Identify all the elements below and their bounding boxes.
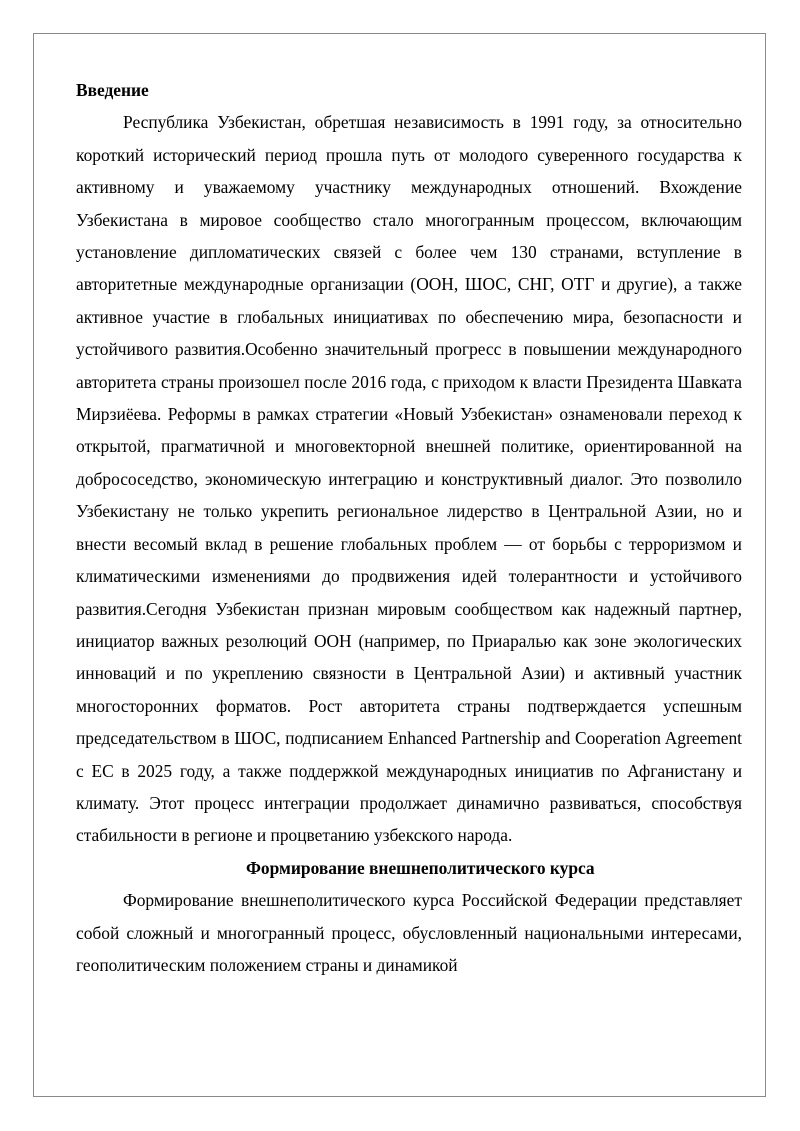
section-heading-introduction: Введение (76, 80, 149, 100)
section-heading-foreign-policy: Формирование внешнеполитического курса (246, 857, 595, 878)
paragraph-foreign-policy: Формирование внешнеполитического курса Российской Федерации представляет собой сложный и многогранный процесс, обусловленный национальными интересами, геополитическим положением страны и динамикой (76, 890, 742, 975)
paragraph-introduction: Республика Узбекистан, обретшая независимость в 1991 году, за относительно короткий исторический период прошла путь от молодого суверенного государства к активному и уважаемому участнику международных отношений. Вхождение Узбекистана в мировое сообщество стало многогранным процессом, включающим установление дипломатических связей с более чем 130 странами, вступление в авторитетные международные организации (ООН, ШОС, СНГ, ОТГ и другие), а также активное участие в глобальных инициативах по обеспечению мира, безопасности и устойчивого развития.Особенно значительный прогресс в повышении международного авторитета страны произошел после 2016 года, с приходом к власти Президента Шавката Мирзиёева. Реформы в рамках стратегии «Новый Узбекистан» ознаменовали переход к открытой, прагматичной и многовекторной внешней политике, ориентированной на добрососедство, экономическую интеграцию и конструктивный диалог. Это позволило Узбекистану не только укрепить региональное лидерство в Центральной Азии, но и внести весомый вклад в решение глобальных проблем — от борьбы с терроризмом и климатическими изменениями до продвижения идей толерантности и устойчивого развития.Сегодня Узбекистан признан мировым сообществом как надежный партнер, инициатор важных резолюций ООН (например, по Приаралью как зоне экологических инноваций и по укреплению связности в Центральной Азии) и активный участник многосторонних форматов. Рост авторитета страны подтверждается успешным председательством в ШОС, подписанием Enhanced Partnership and Cooperation Agreement с ЕС в 2025 году, а также поддержкой международных инициатив по Афганистану и климату. Этот процесс интеграции продолжает динамично развиваться, способствуя стабильности в регионе и процветанию узбекского народа. (76, 112, 742, 846)
document-body (76, 74, 742, 981)
